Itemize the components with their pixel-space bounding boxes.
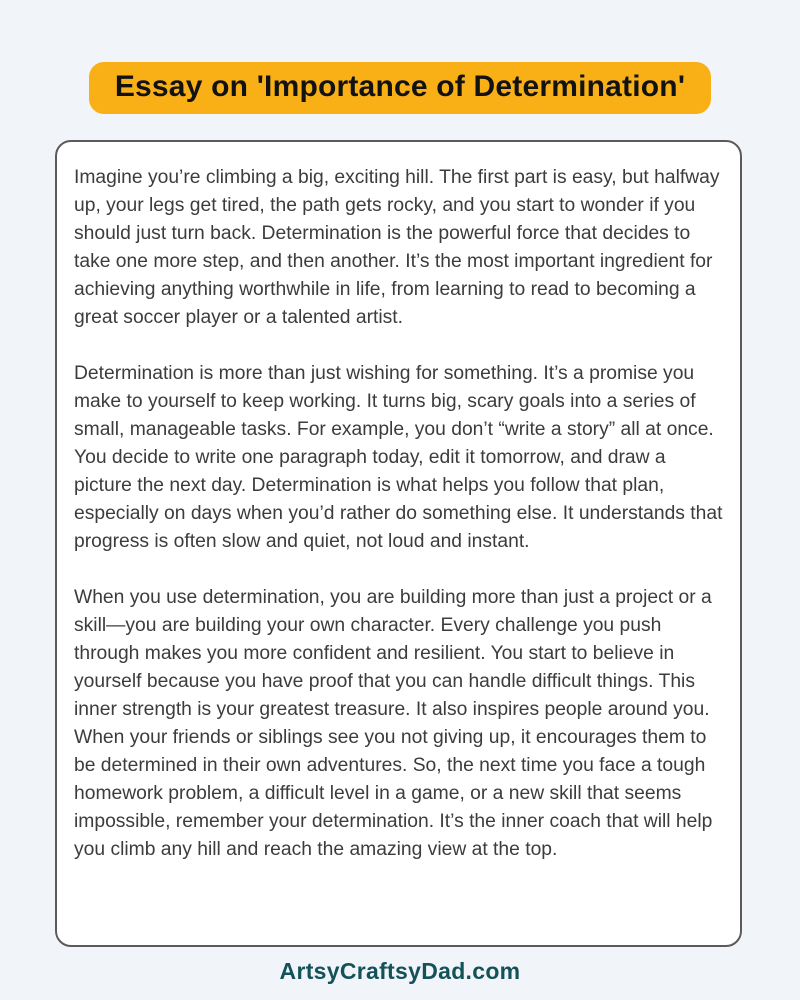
footer — [0, 958, 800, 985]
title-banner — [0, 0, 800, 114]
essay-card — [55, 140, 742, 947]
essay-paragraph-3: When you use determination, you are building more than just a project or a skill—you are building your own character. Every challenge you push through makes you more confident and resilient. You start to believe in yourself because you have proof that you can handle difficult things. This inner strength is your greatest treasure. It also inspires people around you. When your friends or siblings see you not giving up, it encourages them to be determined in their own adventures. So, the next time you face a tough homework problem, a difficult level in a game, or a new skill that seems impossible, remember your determination. It’s the inner coach that will help you climb any hill and reach the amazing view at the top. — [74, 587, 713, 860]
site-watermark: ArtsyCraftsyDad.com — [279, 958, 521, 984]
title-badge — [89, 62, 711, 114]
page-title: Essay on 'Importance of Determination' — [114, 70, 686, 103]
essay-paragraph-1: Imagine you’re climbing a big, exciting hill. The first part is easy, but halfway up, your legs get tired, the path gets rocky, and you start to wonder if you should just turn back. Determination is the powerful force that decides to take one more step, and then another. It’s the most important ingredient for achieving anything worthwhile in life, from learning to read to becoming a great soccer player or a talented artist. — [74, 167, 720, 328]
essay-paragraph-2: Determination is more than just wishing for something. It’s a promise you make to yourself to keep working. It turns big, scary goals into a series of small, manageable tasks. For example, you don’t “write a story” all at once. You decide to write one paragraph today, edit it tomorrow, and draw a picture the next day. Determination is what helps you follow that plan, especially on days when you’d rather do something else. It understands that progress is often slow and quiet, not loud and instant. — [74, 363, 723, 552]
